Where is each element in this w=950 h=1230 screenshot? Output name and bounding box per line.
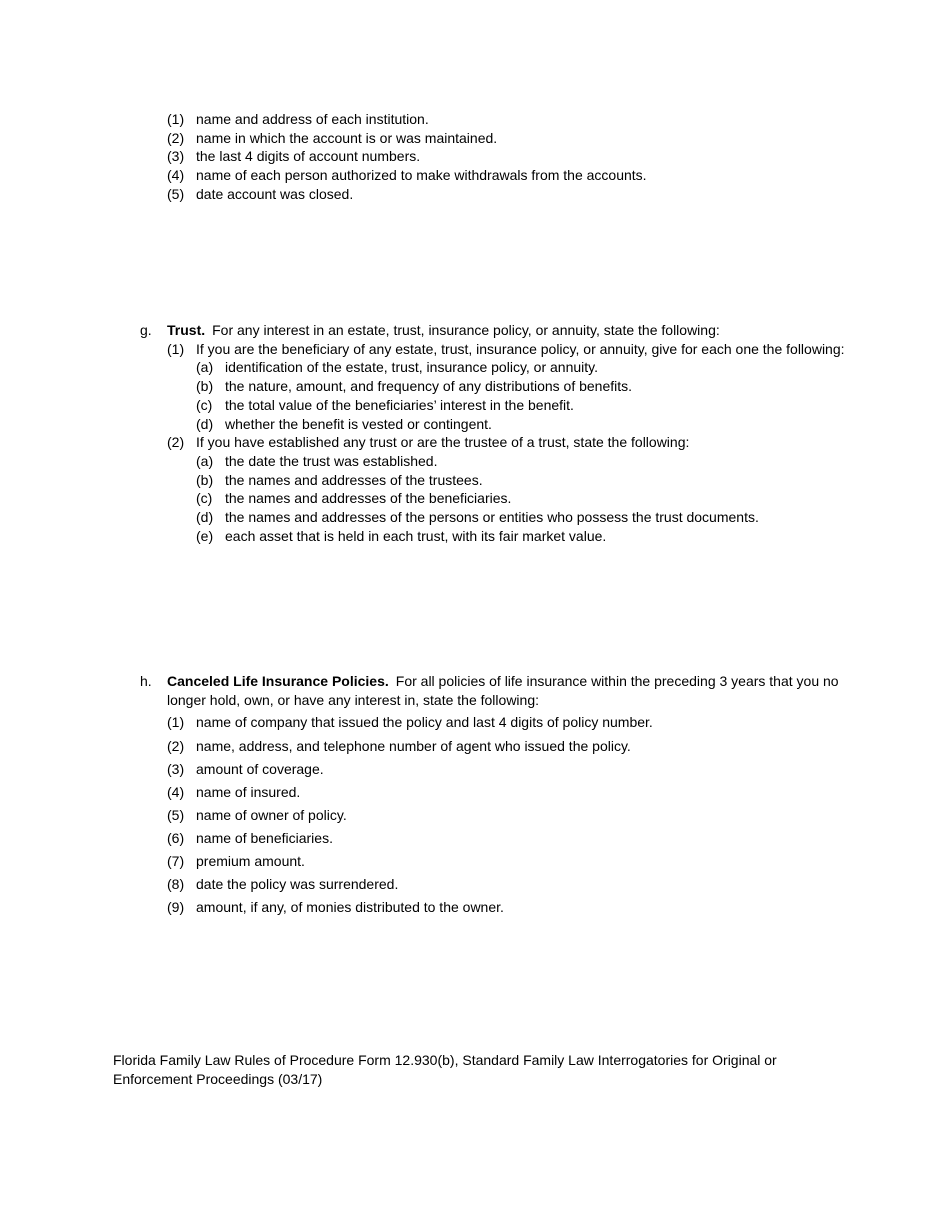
list-subitem: [196, 471, 852, 490]
list-item: [167, 852, 852, 871]
list-subitem-letter: (a): [196, 452, 214, 469]
list-subitem-letter: (b): [196, 378, 214, 395]
list-item-text: name in which the account is or was maintained.: [196, 129, 498, 146]
sublist: [196, 358, 852, 433]
closed-accounts-list: [167, 110, 827, 204]
list-subitem-letter: (a): [196, 359, 214, 376]
section-h-heading: Canceled Life Insurance Policies.: [167, 673, 389, 689]
list-item-number: (6): [167, 829, 185, 846]
list-item: [167, 433, 852, 545]
list-subitem: [196, 508, 852, 527]
list-subitem: [196, 396, 852, 415]
list-item-text: name of each person authorized to make withdrawals from the accounts.: [196, 167, 647, 184]
section-g: [140, 321, 852, 545]
list-subitem: [196, 415, 852, 434]
list-item-text: name of company that issued the policy and last 4 digits of policy number.: [196, 714, 653, 731]
list-item-text: name of owner of policy.: [196, 806, 347, 823]
form-footer: Florida Family Law Rules of Procedure Form 12.930(b), Standard Family Law Interrogatories for Original or Enforcement Proceedings (03/17): [113, 1052, 777, 1087]
section-g-label: g.: [140, 322, 152, 338]
list-item-body: [196, 433, 852, 545]
list-item-number: (9): [167, 899, 185, 916]
list-subitem-text: the nature, amount, and frequency of any distributions of benefits.: [225, 378, 633, 395]
list-subitem-text: whether the benefit is vested or contingent.: [225, 415, 492, 432]
list-subitem-text: the date the trust was established.: [225, 452, 438, 469]
section-g-list: [167, 340, 852, 546]
list-item: [167, 783, 852, 802]
list-item-text: the last 4 digits of account numbers.: [196, 148, 421, 165]
list-subitem: [196, 358, 852, 377]
section-g-content: [167, 321, 852, 545]
list-item: [167, 760, 852, 779]
list-item: [167, 806, 852, 825]
list-item-text: If you are the beneficiary of any estate, trust, insurance policy, or annuity, give for each one the following:: [196, 340, 845, 357]
list-item: [167, 340, 852, 434]
list-subitem-text: the names and addresses of the trustees.: [225, 471, 483, 488]
list-item-number: (1): [167, 111, 185, 127]
list-item-text: date the policy was surrendered.: [196, 876, 399, 893]
list-subitem-letter: (d): [196, 415, 214, 432]
list-item-text: premium amount.: [196, 852, 305, 869]
list-item-text: name of insured.: [196, 783, 301, 800]
section-g-intro-text: For any interest in an estate, trust, insurance policy, or annuity, state the following:: [212, 322, 720, 338]
list-subitem-text: the names and addresses of the persons or entities who possess the trust documents.: [225, 509, 759, 526]
list-item-number: (4): [167, 783, 185, 800]
list-subitem: [196, 489, 852, 508]
list-item-number: (7): [167, 852, 185, 869]
list-item: [167, 829, 852, 848]
list-item: [167, 185, 827, 204]
list-subitem-letter: (b): [196, 471, 214, 488]
list-item: [167, 898, 852, 917]
list-item-number: (5): [167, 185, 185, 202]
list-item-text: If you have established any trust or are the trustee of a trust, state the following:: [196, 434, 690, 451]
list-item-text: name, address, and telephone number of agent who issued the policy.: [196, 737, 631, 754]
section-g-intro: [167, 321, 852, 340]
list-item-text: name of beneficiaries.: [196, 829, 333, 846]
list-item: [167, 166, 827, 185]
section-h-list: [167, 713, 852, 916]
list-item-number: (2): [167, 434, 185, 451]
list-item: [167, 129, 827, 148]
section-h-intro: [167, 672, 852, 709]
list-subitem-text: the total value of the beneficiaries’ interest in the benefit.: [225, 396, 574, 413]
list-subitem-letter: (c): [196, 490, 213, 507]
list-item-body: [196, 340, 852, 434]
list-subitem-text: identification of the estate, trust, insurance policy, or annuity.: [225, 359, 599, 376]
list-subitem-letter: (e): [196, 527, 214, 544]
section-h-intro-text: For all policies of life insurance within the preceding 3 years that you no longer hold, own, or have any interest in, state the following:: [167, 673, 839, 708]
sublist: [196, 452, 852, 546]
list-item-text: amount, if any, of monies distributed to the owner.: [196, 899, 504, 916]
list-item: [167, 875, 852, 894]
list-subitem-letter: (d): [196, 509, 214, 526]
list-item: [167, 737, 852, 756]
section-g-heading: Trust.: [167, 322, 206, 338]
section-h: [140, 672, 852, 921]
list-item: [167, 713, 852, 732]
list-subitem: [196, 527, 852, 546]
list-subitem-letter: (c): [196, 396, 213, 413]
list-item-number: (5): [167, 806, 185, 823]
list-subitem: [196, 377, 852, 396]
list-item-text: amount of coverage.: [196, 760, 324, 777]
list-item-number: (1): [167, 340, 185, 357]
list-subitem-text: each asset that is held in each trust, with its fair market value.: [225, 527, 607, 544]
list-item-text: date account was closed.: [196, 185, 354, 202]
list-item: [167, 110, 827, 129]
list-subitem-text: the names and addresses of the beneficiaries.: [225, 490, 512, 507]
list-item-number: (4): [167, 167, 185, 184]
list-item-number: (2): [167, 737, 185, 754]
list-item: [167, 147, 827, 166]
list-item-number: (1): [167, 714, 185, 731]
list-item-number: (2): [167, 129, 185, 146]
list-item-text: name and address of each institution.: [196, 111, 429, 127]
section-h-label: h.: [140, 673, 152, 689]
list-item-number: (3): [167, 148, 185, 165]
list-subitem: [196, 452, 852, 471]
list-item-number: (3): [167, 760, 185, 777]
list-item-number: (8): [167, 876, 185, 893]
section-h-content: [167, 672, 852, 921]
